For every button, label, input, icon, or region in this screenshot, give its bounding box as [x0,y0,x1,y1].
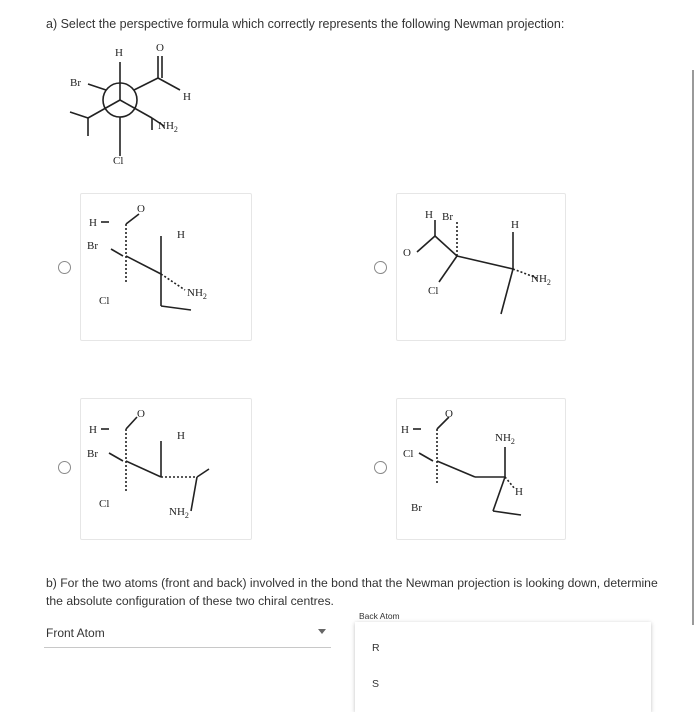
opt1-h-label: H [89,217,97,229]
opt2-cl-label: Cl [428,285,439,297]
opt3-cl-label: Cl [99,498,110,510]
opt4-o-label: O [445,408,453,420]
opt4-nh2-label: $NH_2$ [495,432,515,446]
option-1-structure [81,194,251,340]
opt3-br-label: Br [87,448,98,460]
opt2-h-label: H [425,209,433,221]
back-atom-dropdown-menu[interactable] [355,622,651,712]
option-3-box[interactable] [80,398,252,540]
option-4-structure [397,399,565,539]
option-1-box[interactable] [80,193,252,341]
opt2-h2-label: H [511,219,519,231]
opt1-h2-label: H [177,229,185,241]
front-atom-dropdown[interactable] [44,647,331,648]
newman-h-label: H [115,47,123,59]
opt3-h-label: H [89,424,97,436]
dropdown-caret-icon[interactable] [318,629,326,634]
question-a-text: a) Select the perspective formula which correctly represents the following Newman projection: [46,17,565,31]
newman-o-label: O [156,42,164,54]
opt4-br-label: Br [411,502,422,514]
option-3-structure [81,399,251,539]
option-4-box[interactable] [396,398,566,540]
opt3-o-label: O [137,408,145,420]
opt1-nh2-label: $NH_2$ [187,287,207,301]
newman-cl-label: Cl [113,155,124,167]
opt1-cl-label: Cl [99,295,110,307]
back-atom-option-r[interactable]: R [372,642,380,654]
newman-h2-label: H [183,91,191,103]
opt2-br-label: Br [442,211,453,223]
scrollbar[interactable] [692,70,694,625]
opt1-br-label: Br [87,240,98,252]
opt2-nh2-label: $NH_2$ [531,273,551,287]
question-b-text: b) For the two atoms (front and back) involved in the bond that the Newman projection is looking down, determine the absolute configuration of these two chiral centres. [46,576,658,608]
back-atom-label: Back Atom [359,611,400,621]
option-3-radio[interactable] [58,461,71,474]
newman-br-label: Br [70,77,81,89]
opt4-h2-label: H [515,486,523,498]
newman-projection [40,38,240,173]
front-atom-label: Front Atom [46,626,105,640]
opt3-h2-label: H [177,430,185,442]
option-4-radio[interactable] [374,461,387,474]
opt1-o-label: O [137,203,145,215]
opt4-h-label: H [401,424,409,436]
option-2-radio[interactable] [374,261,387,274]
option-1-radio[interactable] [58,261,71,274]
opt2-o-label: O [403,247,411,259]
opt3-nh2-label: $NH_2$ [169,506,189,520]
newman-nh2-label: $NH_2$ [158,120,178,134]
back-atom-option-s[interactable]: S [372,678,380,690]
option-2-structure [397,194,565,340]
option-2-box[interactable] [396,193,566,341]
opt4-cl-label: Cl [403,448,414,460]
